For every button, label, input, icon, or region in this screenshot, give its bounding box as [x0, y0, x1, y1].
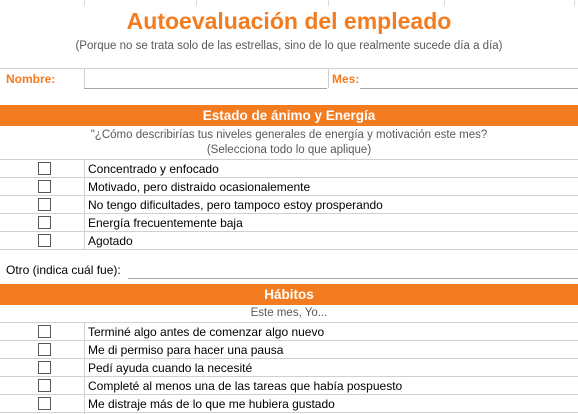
divider [0, 412, 578, 413]
checkbox[interactable] [38, 234, 51, 247]
page-subtitle: (Porque no se trata solo de las estrellas, sino de lo que realmente sucede día a día) [75, 40, 503, 52]
month-input-line[interactable] [360, 88, 578, 89]
name-input-line[interactable] [84, 88, 327, 89]
divider [0, 68, 578, 69]
mood-option-row[interactable] [0, 196, 578, 214]
month-label: Mes: [332, 72, 360, 86]
option-label: Concentrado y enfocado [88, 162, 219, 176]
mood-prompt-line2: (Selecciona todo lo que aplique) [206, 144, 372, 156]
checkbox[interactable] [38, 162, 51, 175]
cell-border [84, 69, 85, 88]
mood-option-row[interactable] [0, 160, 578, 178]
checkbox[interactable] [38, 343, 51, 356]
option-label: Motivado, pero distraido ocasionalemente [88, 180, 311, 194]
option-label: Terminé algo antes de comenzar algo nuevo [88, 325, 325, 339]
checkbox[interactable] [38, 397, 51, 410]
cell-border [328, 69, 329, 88]
option-label: Me di permiso para hacer una pausa [88, 343, 284, 357]
mood-option-row[interactable] [0, 178, 578, 196]
checkbox[interactable] [38, 379, 51, 392]
option-label: Agotado [88, 234, 133, 248]
section-header-mood: Estado de ánimo y Energía [0, 105, 578, 126]
habit-option-row[interactable] [0, 341, 578, 359]
option-label: Me distraje más de lo que me hubiera gustado [88, 397, 335, 411]
habit-option-row[interactable] [0, 377, 578, 395]
divider [0, 249, 578, 250]
checkbox[interactable] [38, 216, 51, 229]
habit-option-row[interactable] [0, 359, 578, 377]
habit-option-row[interactable] [0, 323, 578, 341]
checkbox[interactable] [38, 198, 51, 211]
checkbox[interactable] [38, 325, 51, 338]
mood-option-row[interactable] [0, 214, 578, 232]
section-header-habits: Hábitos [0, 284, 578, 305]
page-title: Autoevaluación del empleado [126, 8, 452, 34]
mood-prompt-line1: "¿Cómo describirías tus niveles generales de energía y motivación este mes? [90, 129, 488, 141]
checkbox[interactable] [38, 180, 51, 193]
mood-option-row[interactable] [0, 232, 578, 250]
checkbox[interactable] [38, 361, 51, 374]
other-label: Otro (indica cuál fue): [6, 263, 121, 277]
option-label: No tengo dificultades, pero tampoco estoy prosperando [88, 198, 383, 212]
option-label: Energía frecuentemente baja [88, 216, 243, 230]
option-label: Pedí ayuda cuando la necesité [88, 361, 253, 375]
habits-prompt: Este mes, Yo... [250, 307, 328, 319]
name-label: Nombre: [6, 72, 56, 86]
other-input-line[interactable] [128, 278, 578, 279]
habit-option-row[interactable] [0, 395, 578, 413]
option-label: Completé al menos una de las tareas que había pospuesto [88, 379, 403, 393]
